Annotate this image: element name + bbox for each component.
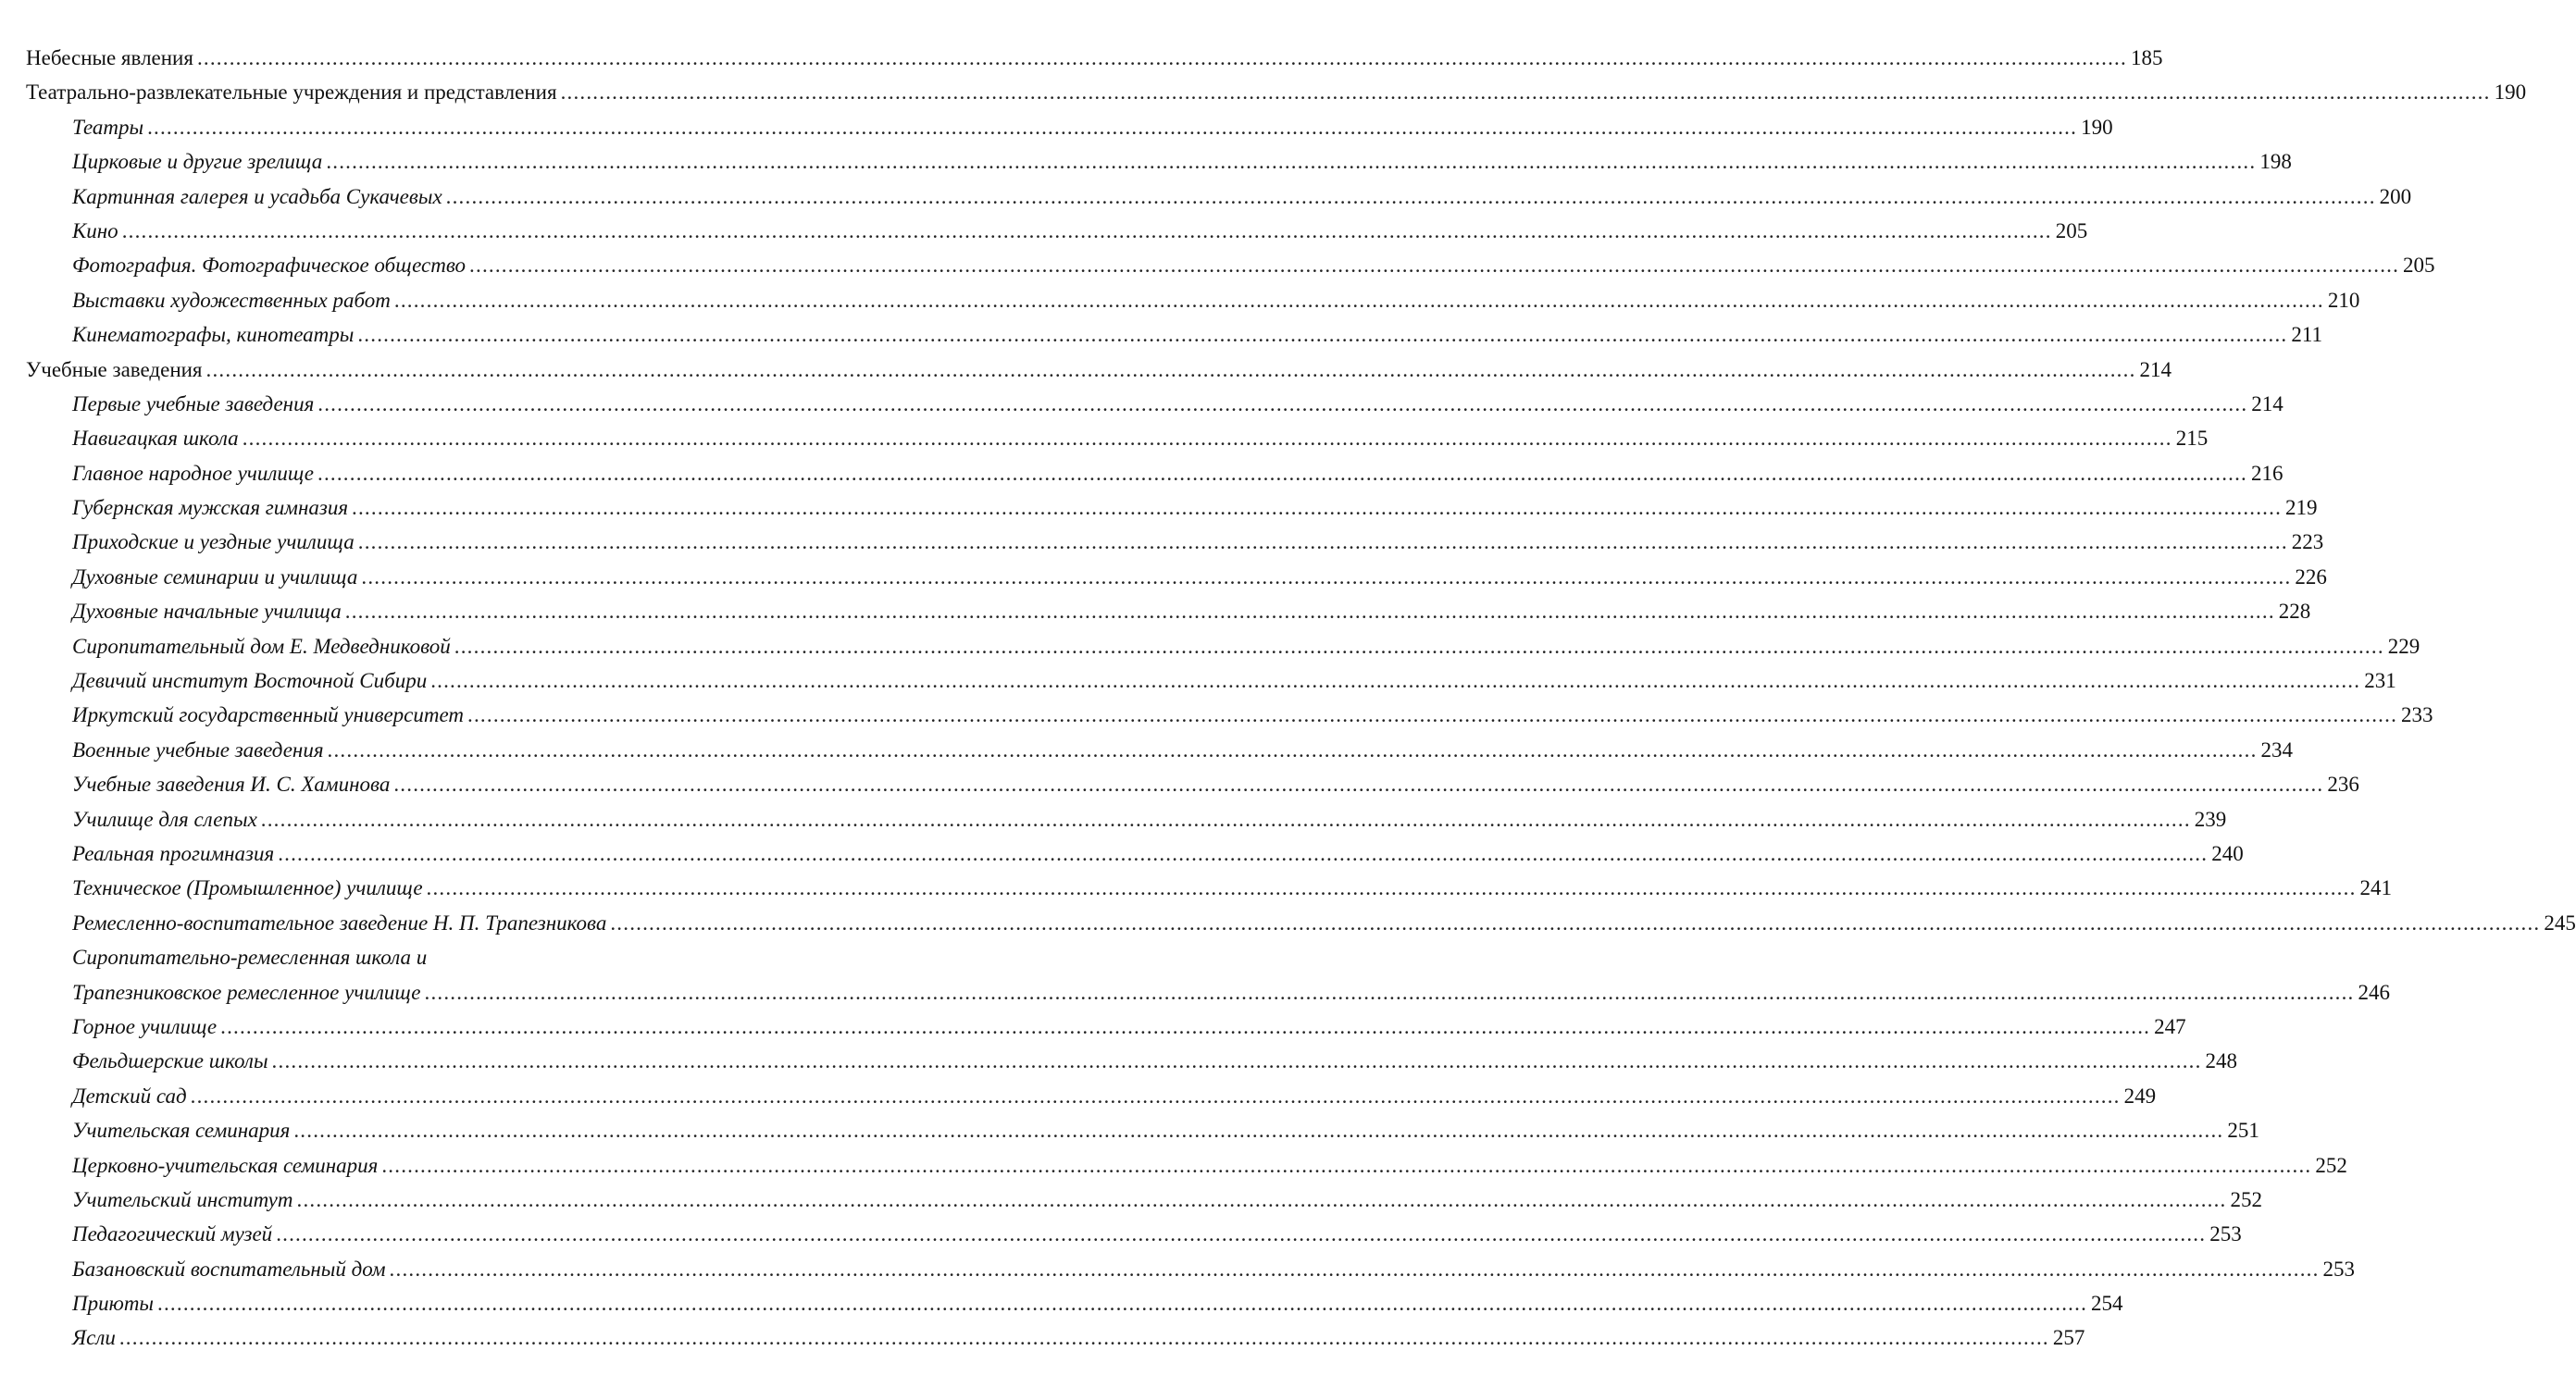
toc-entry-title: Сиропитательный дом Е. Медведниковой <box>72 629 454 663</box>
toc-entry-title: Приходские и уездные училища <box>72 525 358 559</box>
toc-entry-title: Техническое (Промышленное) училище <box>72 871 427 905</box>
toc-entry <box>72 1320 2085 1355</box>
toc-entry-title: Выставки художественных работ <box>72 283 394 317</box>
toc-entry <box>72 110 2113 144</box>
toc-entry <box>26 41 2163 75</box>
toc-leader-dots: ............................................................................................................................................................................................................................................................................................................ <box>357 323 2288 347</box>
toc-leader-dots: ............................................................................................................................................................................................................................................................................................................ <box>357 530 2288 554</box>
toc-leader-dots: ............................................................................................................................................................................................................................................................................................................ <box>610 911 2541 935</box>
toc-entry <box>72 1183 2262 1217</box>
toc-leader-dots: ............................................................................................................................................................................................................................................................................................................ <box>271 1049 2202 1073</box>
toc-entry <box>26 75 2527 109</box>
toc-entry-page: 215 <box>2172 421 2209 455</box>
toc-entry-title: Кинематографы, кинотеатры <box>72 317 357 352</box>
toc-leader-dots: ............................................................................................................................................................................................................................................................................................................ <box>454 634 2384 658</box>
toc-entry <box>72 456 2284 490</box>
toc-leader-dots: ............................................................................................................................................................................................................................................................................................................ <box>426 876 2357 900</box>
toc-entry-page: 219 <box>2282 490 2318 525</box>
toc-leader-dots: ............................................................................................................................................................................................................................................................................................................ <box>327 737 2258 762</box>
toc-leader-dots: ............................................................................................................................................................................................................................................................................................................ <box>121 218 2052 242</box>
toc-entry-title: Цирковые и другие зрелища <box>72 144 326 179</box>
toc-entry-title: Горное училище <box>72 1010 220 1044</box>
toc-leader-dots: ............................................................................................................................................................................................................................................................................................................ <box>293 1119 2224 1143</box>
toc-entry <box>72 387 2284 421</box>
toc-leader-dots: ............................................................................................................................................................................................................................................................................................................ <box>389 1257 2320 1281</box>
toc-entry-page: 214 <box>2247 387 2284 421</box>
toc-leader-dots: ............................................................................................................................................................................................................................................................................................................ <box>344 600 2275 624</box>
toc-leader-dots: ............................................................................................................................................................................................................................................................................................................ <box>560 81 2491 105</box>
toc-entry-page: 223 <box>2288 525 2324 559</box>
toc-entry <box>72 663 2396 698</box>
toc-entry-page: 247 <box>2150 1010 2186 1044</box>
toc-entry-page: 216 <box>2247 456 2284 490</box>
toc-entry <box>72 698 2433 732</box>
toc-entry-title: Губернская мужская гимназия <box>72 490 352 525</box>
toc-entry-page: 241 <box>2357 871 2393 905</box>
toc-entry-title: Трапезниковское ремесленное училище <box>72 975 425 1010</box>
toc-entry-title: Учительская семинария <box>72 1113 293 1147</box>
toc-entry <box>72 1010 2186 1044</box>
toc-entry-title: Девичий институт Восточной Сибири <box>72 663 430 698</box>
toc-leader-dots: ............................................................................................................................................................................................................................................................................................................ <box>205 357 2136 381</box>
toc-entry <box>72 525 2324 559</box>
toc-leader-dots: ............................................................................................................................................................................................................................................................................................................ <box>190 1084 2121 1108</box>
toc-entry <box>72 317 2323 352</box>
toc-entry <box>72 214 2088 248</box>
toc-entry-title: Главное народное училище <box>72 456 317 490</box>
toc-entry-page: 190 <box>2491 75 2527 109</box>
toc-entry-title: Духовные семинарии и училища <box>72 560 361 594</box>
toc-entry-title: Учебные заведения <box>26 353 206 387</box>
toc-leader-dots: ............................................................................................................................................................................................................................................................................................................ <box>278 841 2209 865</box>
toc-entry-title: Учительский институт <box>72 1183 297 1217</box>
toc-leader-dots: ............................................................................................................................................................................................................................................................................................................ <box>361 564 2292 589</box>
toc-entry-title: Духовные начальные училища <box>72 594 345 628</box>
toc-entry-title: Фельдшерские школы <box>72 1044 272 1078</box>
toc-entry-title: Военные учебные заведения <box>72 733 328 767</box>
toc-leader-dots: ............................................................................................................................................................................................................................................................................................................ <box>157 1292 2088 1316</box>
toc-entry-title: Небесные явления <box>26 41 197 75</box>
toc-entry-page: 248 <box>2202 1044 2238 1078</box>
toc-entry <box>72 283 2360 317</box>
toc-leader-dots: ............................................................................................................................................................................................................................................................................................................ <box>469 254 2400 278</box>
toc-entry-title: Училище для слепых <box>72 802 261 837</box>
toc-entry-page: 185 <box>2127 41 2163 75</box>
toc-entry <box>72 180 2412 214</box>
toc-entry-title: Реальная прогимназия <box>72 837 278 871</box>
toc-leader-dots: ............................................................................................................................................................................................................................................................................................................ <box>326 150 2257 174</box>
toc-entry <box>26 353 2172 387</box>
toc-entry-page: 231 <box>2360 663 2396 698</box>
toc-entry-page: 233 <box>2397 698 2433 732</box>
toc-entry-page: 226 <box>2291 560 2327 594</box>
toc-entry-title: Кино <box>72 214 122 248</box>
toc-entry-page: 249 <box>2121 1079 2157 1113</box>
toc-entry-page: 246 <box>2355 975 2391 1010</box>
toc-entry <box>72 248 2435 282</box>
toc-entry <box>72 1079 2157 1113</box>
toc-entry-title: Первые учебные заведения <box>72 387 317 421</box>
table-of-contents <box>0 41 2576 1356</box>
toc-leader-dots: ............................................................................................................................................................................................................................................................................................................ <box>317 391 2248 415</box>
toc-leader-dots: ............................................................................................................................................................................................................................................................................................................ <box>147 115 2078 139</box>
toc-entry <box>72 767 2359 801</box>
toc-entry <box>72 906 2576 940</box>
toc-entry-page: 254 <box>2087 1286 2123 1320</box>
toc-leader-dots: ............................................................................................................................................................................................................................................................................................................ <box>118 1326 2049 1350</box>
toc-leader-dots: ............................................................................................................................................................................................................................................................................................................ <box>196 46 2127 69</box>
toc-entry-title: Навигацкая школа <box>72 421 243 455</box>
toc-leader-dots: ............................................................................................................................................................................................................................................................................................................ <box>352 496 2283 520</box>
toc-leader-dots: ............................................................................................................................................................................................................................................................................................................ <box>393 773 2324 797</box>
toc-entry-page: 253 <box>2320 1252 2356 1286</box>
toc-leader-dots: ............................................................................................................................................................................................................................................................................................................ <box>381 1153 2312 1177</box>
toc-entry <box>72 1252 2356 1286</box>
toc-entry <box>72 1044 2238 1078</box>
toc-entry-page: 252 <box>2227 1183 2263 1217</box>
toc-entry <box>72 421 2209 455</box>
toc-leader-dots: ............................................................................................................................................................................................................................................................................................................ <box>242 427 2172 451</box>
toc-entry-page: 245 <box>2540 906 2576 940</box>
toc-entry-page: 211 <box>2287 317 2322 352</box>
toc-entry-title: Картинная галерея и усадьба Сукачевых <box>72 180 446 214</box>
toc-entry-title-line1: Сиропитательно-ремесленная школа и <box>72 940 430 974</box>
toc-entry-title: Фотография. Фотографическое общество <box>72 248 469 282</box>
toc-entry-page: 214 <box>2136 353 2172 387</box>
toc-entry <box>72 802 2227 837</box>
toc-leader-dots: ............................................................................................................................................................................................................................................................................................................ <box>445 184 2376 208</box>
toc-entry-title: Учебные заведения И. С. Хаминова <box>72 767 393 801</box>
toc-leader-dots: ............................................................................................................................................................................................................................................................................................................ <box>220 1014 2151 1038</box>
toc-entry <box>72 560 2327 594</box>
toc-leader-dots: ............................................................................................................................................................................................................................................................................................................ <box>260 807 2191 831</box>
toc-entry-title: Театрально-развлекательные учреждения и представления <box>26 75 561 109</box>
toc-entry-title: Иркутский государственный университет <box>72 698 467 732</box>
toc-leader-dots: ............................................................................................................................................................................................................................................................................................................ <box>467 703 2398 727</box>
toc-leader-dots: ............................................................................................................................................................................................................................................................................................................ <box>296 1187 2227 1211</box>
toc-entry-page: 253 <box>2206 1217 2242 1251</box>
toc-leader-dots: ............................................................................................................................................................................................................................................................................................................ <box>276 1222 2207 1246</box>
toc-entry-page: 239 <box>2191 802 2227 837</box>
toc-entry-page: 198 <box>2256 144 2292 179</box>
toc-entry <box>72 144 2292 179</box>
toc-entry-page: 252 <box>2311 1148 2347 1183</box>
toc-entry-page: 229 <box>2384 629 2420 663</box>
toc-entry-page: 228 <box>2275 594 2311 628</box>
toc-leader-dots: ............................................................................................................................................................................................................................................................................................................ <box>317 461 2247 485</box>
toc-entry-page: 205 <box>2052 214 2088 248</box>
toc-entry-page: 210 <box>2324 283 2360 317</box>
toc-entry <box>72 629 2420 663</box>
toc-entry-page: 200 <box>2376 180 2412 214</box>
toc-leader-dots: ............................................................................................................................................................................................................................................................................................................ <box>424 980 2355 1004</box>
toc-entry <box>72 490 2318 525</box>
toc-leader-dots: ............................................................................................................................................................................................................................................................................................................ <box>393 288 2324 312</box>
toc-entry-page: 234 <box>2258 733 2294 767</box>
toc-entry-title: Детский сад <box>72 1079 191 1113</box>
toc-entry <box>72 940 2390 1010</box>
toc-entry <box>72 733 2294 767</box>
toc-entry-title: Ясли <box>72 1320 119 1355</box>
toc-entry-title: Ремесленно-воспитательное заведение Н. П. Трапезникова <box>72 906 610 940</box>
toc-entry-page: 251 <box>2223 1113 2259 1147</box>
toc-entry-title: Церковно-учительская семинария <box>72 1148 381 1183</box>
toc-entry-title: Базановский воспитательный дом <box>72 1252 390 1286</box>
toc-entry <box>72 1113 2259 1147</box>
toc-entry-page: 257 <box>2049 1320 2085 1355</box>
toc-entry-page: 240 <box>2208 837 2244 871</box>
toc-entry <box>72 1217 2242 1251</box>
toc-entry-title: Приюты <box>72 1286 157 1320</box>
toc-entry <box>72 594 2311 628</box>
toc-entry-page: 190 <box>2077 110 2113 144</box>
toc-leader-dots: ............................................................................................................................................................................................................................................................................................................ <box>430 669 2361 693</box>
toc-entry <box>72 1286 2123 1320</box>
toc-entry <box>72 837 2244 871</box>
toc-entry-page: 236 <box>2323 767 2359 801</box>
toc-entry-page: 205 <box>2399 248 2435 282</box>
toc-entry <box>72 1148 2347 1183</box>
toc-entry-title: Театры <box>72 110 147 144</box>
toc-entry-title: Педагогический музей <box>72 1217 276 1251</box>
toc-entry <box>72 871 2393 905</box>
